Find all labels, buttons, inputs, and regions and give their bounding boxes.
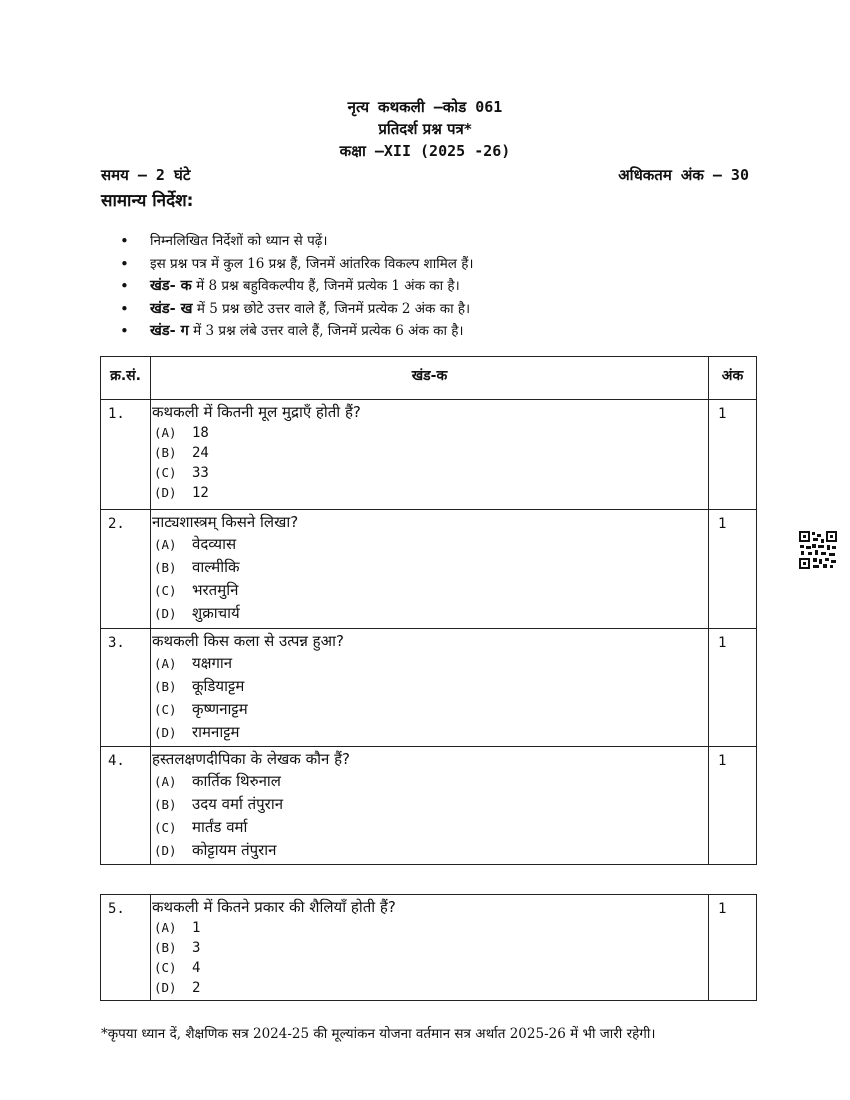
question-text: कथकली में कितने प्रकार की शैलियाँ होती हैं? bbox=[152, 898, 396, 916]
class-line: कक्षा –XII (2025 -26) bbox=[339, 142, 511, 160]
qr-code-icon bbox=[798, 530, 838, 570]
question-marks: 1 bbox=[709, 510, 757, 629]
max-marks: अधिकतम अंक – 30 bbox=[618, 166, 749, 184]
question-number: 4. bbox=[101, 747, 151, 865]
table-row bbox=[101, 510, 757, 629]
option: (C) 33 bbox=[154, 465, 209, 481]
instruction-item: • इस प्रश्न पत्र में कुल 16 प्रश्न हैं, जिनमें आंतरिक विकल्प शामिल हैं। bbox=[120, 253, 474, 276]
table-header-row bbox=[101, 357, 757, 400]
col-marks-header: अंक bbox=[709, 357, 757, 400]
table-row bbox=[101, 895, 757, 1001]
question-text: हस्तलक्षणदीपिका के लेखक कौन हैं? bbox=[152, 750, 350, 768]
option: (C) भरतमुनि bbox=[154, 581, 239, 599]
paper-title: नृत्य कथकली –कोड 061 bbox=[347, 98, 503, 116]
option: (B) 24 bbox=[154, 445, 209, 461]
question-marks: 1 bbox=[709, 747, 757, 865]
option: (B) वाल्मीकि bbox=[154, 558, 240, 576]
option: (D) शुक्राचार्य bbox=[154, 604, 240, 622]
question-marks: 1 bbox=[709, 629, 757, 747]
option: (A) 1 bbox=[154, 920, 201, 936]
table-row bbox=[101, 747, 757, 865]
instruction-item: • खंड- ख में 5 प्रश्न छोटे उत्तर वाले हैं, जिनमें प्रत्येक 2 अंक का है। bbox=[120, 298, 474, 321]
option: (D) 12 bbox=[154, 485, 209, 501]
instructions-list bbox=[120, 230, 474, 343]
option: (C) मार्तंड वर्मा bbox=[154, 818, 248, 836]
option: (A) कार्तिक थिरुनाल bbox=[154, 772, 281, 790]
question-marks: 1 bbox=[709, 895, 757, 1001]
instruction-item: • निम्नलिखित निर्देशों को ध्यान से पढ़ें। bbox=[120, 230, 474, 253]
instruction-item: • खंड- क में 8 प्रश्न बहुविकल्पीय हैं, जिनमें प्रत्येक 1 अंक का है। bbox=[120, 275, 474, 298]
paper-header bbox=[0, 96, 850, 162]
time-allowed: समय – 2 घंटे bbox=[101, 166, 191, 184]
option: (A) यक्षगान bbox=[154, 654, 233, 672]
general-instructions-title: सामान्य निर्देश: bbox=[101, 191, 194, 211]
question-marks: 1 bbox=[709, 400, 757, 510]
paper-subtitle: प्रतिदर्श प्रश्न पत्र* bbox=[378, 120, 472, 138]
option: (C) कृष्णनाट्टम bbox=[154, 700, 248, 718]
footnote: *कृपया ध्यान दें, शैक्षणिक सत्र 2024-25 की मूल्यांकन योजना वर्तमान सत्र अर्थात 2025-26 में भी जारी रहेगी। bbox=[101, 1026, 656, 1042]
meta-row bbox=[101, 165, 749, 187]
option: (B) कूडियाट्टम bbox=[154, 677, 245, 695]
question-text: कथकली किस कला से उत्पन्न हुआ? bbox=[152, 632, 344, 650]
question-text: कथकली में कितनी मूल मुद्राएँ होती हैं? bbox=[152, 403, 361, 421]
option: (B) 3 bbox=[154, 940, 201, 956]
table-row bbox=[101, 400, 757, 510]
question-number: 1. bbox=[101, 400, 151, 510]
option: (A) 18 bbox=[154, 425, 209, 441]
col-section-header: खंड-क bbox=[151, 357, 709, 400]
option: (D) 2 bbox=[154, 980, 201, 996]
section-a-table-continued bbox=[100, 894, 757, 1001]
option: (B) उदय वर्मा तंपुरान bbox=[154, 795, 284, 813]
option: (D) कोट्टायम तंपुरान bbox=[154, 841, 277, 859]
question-number: 2. bbox=[101, 510, 151, 629]
question-text: नाट्यशास्त्रम् किसने लिखा? bbox=[152, 513, 299, 531]
question-number: 3. bbox=[101, 629, 151, 747]
option: (C) 4 bbox=[154, 960, 201, 976]
option: (A) वेदव्यास bbox=[154, 535, 237, 553]
col-num-header: क्र.सं. bbox=[101, 357, 151, 400]
option: (D) रामनाट्टम bbox=[154, 723, 240, 741]
table-row bbox=[101, 629, 757, 747]
instruction-item: • खंड- ग में 3 प्रश्न लंबे उत्तर वाले हैं, जिनमें प्रत्येक 6 अंक का है। bbox=[120, 320, 474, 343]
question-number: 5. bbox=[101, 895, 151, 1001]
section-a-table bbox=[100, 356, 757, 865]
